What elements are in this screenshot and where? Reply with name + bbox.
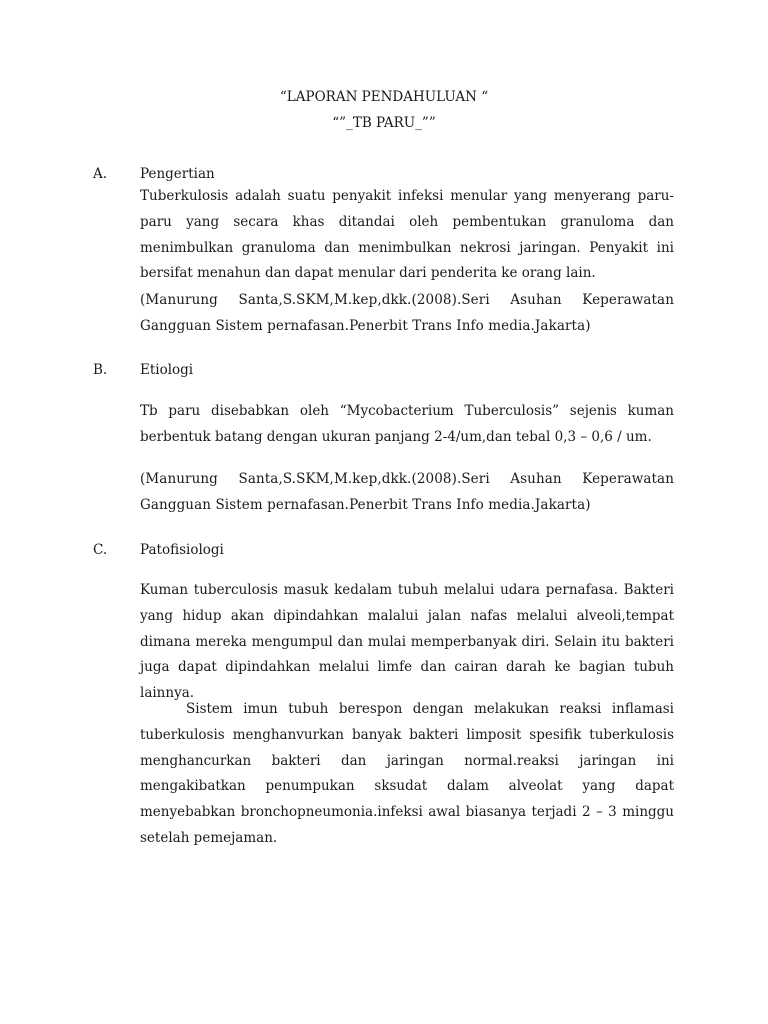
etiologi-reference: (Manurung Santa,S.SKM,M.kep,dkk.(2008).Seri Asuhan Keperawatan Gangguan Sistem pernafasan.Penerbit Trans Info media.Jakarta) (140, 471, 674, 513)
section-heading-pengertian: Pengertian (140, 166, 215, 182)
pengertian-paragraph: Tuberkulosis adalah suatu penyakit infeksi menular yang menyerang paru-paru yang secara khas ditandai oleh pembentukan granuloma dan menimbulkan granuloma dan menimbulkan nekrosi jaringan. Penyakit ini bersifat menahun dan dapat menular dari penderita ke orang lain. (140, 188, 674, 282)
patofisiologi-paragraph-2: Sistem imun tubuh berespon dengan melakukan reaksi inflamasi tuberkulosis menghanvurkan banyak bakteri limposit spesifik tuberkulosis menghancurkan bakteri dan jaringan normal.reaksi jaringan ini mengakibatkan penumpukan sksudat dalam alveolat yang dapat menyebabkan bronchopneumonia.infeksi awal biasanya terjadi 2 – 3 minggu setelah pemejaman. (140, 701, 674, 846)
document-subtitle: “”_TB PARU_”” (332, 115, 436, 131)
section-heading-patofisiologi: Patofisiologi (140, 542, 224, 558)
etiologi-paragraph: Tb paru disebabkan oleh “Mycobacterium Tuberculosis” sejenis kuman berbentuk batang dengan ukuran panjang 2-4/um,dan tebal 0,3 – 0,6 / um. (140, 403, 674, 445)
document-title: “LAPORAN PENDAHULUAN “ (279, 89, 489, 105)
patofisiologi-paragraph-1: Kuman tuberculosis masuk kedalam tubuh melalui udara pernafasa. Bakteri yang hidup akan dipindahkan malalui jalan nafas melalui alveoli,tempat dimana mereka mengumpul dan mulai memperbanyak diri. Selain itu bakteri juga dapat dipindahkan melalui limfe dan cairan darah ke bagian tubuh lainnya. (140, 582, 674, 702)
section-letter-b: B. (93, 362, 108, 378)
section-letter-c: C. (93, 542, 108, 558)
section-letter-a: A. (93, 166, 108, 182)
section-heading-etiologi: Etiologi (140, 362, 194, 378)
pengertian-reference: (Manurung Santa,S.SKM,M.kep,dkk.(2008).Seri Asuhan Keperawatan Gangguan Sistem pernafasan.Penerbit Trans Info media.Jakarta) (140, 292, 674, 334)
